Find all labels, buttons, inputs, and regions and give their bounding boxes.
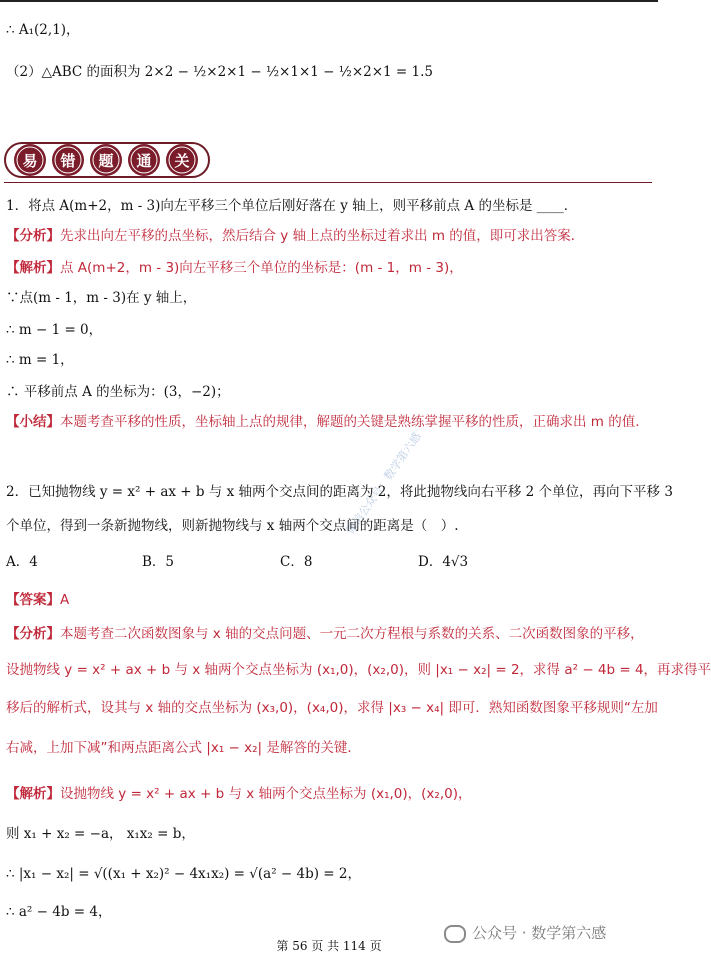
q2-analysis-line: 设抛物线 y = x² + ax + b 与 x 轴两个交点坐标为 (x₁,0)，(x₂,0)，则 |x₁ − x₂| = 2，求得 a² − 4b = 4，再求得平	[6, 662, 711, 678]
q2-step: ∴ a² − 4b = 4，	[6, 904, 112, 920]
q1-stem: 1．将点 A(m+2，m - 3)向左平移三个单位后刚好落在 y 轴上，则平移前点 A 的坐标是 ____．	[6, 198, 578, 214]
q1-analysis	[6, 226, 652, 246]
answer-tag: 【答案】	[6, 592, 60, 608]
banner-char: 易	[22, 152, 38, 170]
banner-char: 错	[60, 152, 76, 170]
q2-stem: 2．已知抛物线 y = x² + ax + b 与 x 轴两个交点间的距离为 2，将此抛物线向右平移 2 个单位，再向下平移 3	[6, 484, 673, 500]
solution-text: 设抛物线 y = x² + ax + b 与 x 轴两个交点坐标为 (x₁,0)，(x₂,0)，	[60, 786, 472, 802]
q2-analysis-line: 右减，上加下减”和两点距离公式 |x₁ − x₂| 是解答的关键．	[6, 740, 361, 756]
option-c: C．8	[280, 554, 313, 570]
q2-step: 则 x₁ + x₂ = −a， x₁x₂ = b，	[6, 826, 195, 842]
analysis-text: 先求出向左平移的点坐标，然后结合 y 轴上点的坐标过着求出 m 的值，即可求出答案．	[60, 228, 585, 244]
analysis-tag: 【分析】	[6, 228, 60, 244]
option-d: D．4√3	[418, 554, 469, 570]
banner-char: 关	[174, 152, 190, 170]
top-rule	[0, 0, 658, 2]
banner-char: 题	[98, 152, 114, 170]
solution-text: 点 A(m+2，m - 3)向左平移三个单位的坐标是：(m - 1，m - 3)，	[60, 260, 463, 276]
summary-text: 本题考查平移的性质，坐标轴上点的规律，解题的关键是熟练掌握平移的性质，正确求出 m 的值.	[60, 414, 640, 430]
banner-rule	[4, 182, 652, 183]
q2-analysis-line: 移后的解析式，设其与 x 轴的交点坐标为 (x₃,0)，(x₄,0)，求得 |x₃ − x₄| 即可．熟知函数图象平移规则“左加	[6, 700, 658, 716]
q2-stem: 个单位，得到一条新抛物线，则新抛物线与 x 轴两个交点间的距离是（ ）.	[6, 518, 459, 534]
option-a: A．4	[6, 554, 38, 570]
page-footer: 第 56 页 共 114 页	[276, 939, 382, 953]
q2-answer	[6, 590, 652, 610]
solution-tag: 【解析】	[6, 260, 60, 276]
wechat-label: 公众号 · 数学第六感	[472, 924, 607, 942]
q1-step: ∴ m − 1 = 0，	[6, 322, 103, 338]
text-line: （2）△ABC 的面积为 2×2 − ½×2×1 − ½×1×1 − ½×2×1 = 1.5	[6, 64, 433, 80]
watermark-text: 微信公众号：数学第六感	[343, 429, 424, 537]
summary-tag: 【小结】	[6, 414, 60, 430]
analysis-text: 本题考查二次函数图象与 x 轴的交点问题、一元二次方程根与系数的关系、二次函数图象的平移，	[60, 626, 644, 642]
banner-char: 通	[136, 152, 152, 170]
section-banner	[4, 140, 210, 180]
q2-analysis	[6, 624, 652, 644]
answer-text: A	[60, 592, 70, 608]
q1-solution	[6, 258, 652, 278]
q2-solution	[6, 784, 652, 804]
solution-tag: 【解析】	[6, 786, 60, 802]
option-b: B．5	[142, 554, 175, 570]
analysis-tag: 【分析】	[6, 626, 60, 642]
q1-step: ∴ 平移前点 A 的坐标为：(3，−2)；	[6, 384, 230, 400]
q2-step: ∴ |x₁ − x₂| = √((x₁ + x₂)² − 4x₁x₂) = √(a² − 4b) = 2，	[6, 866, 361, 882]
text-line: ∴ A₁(2,1)，	[6, 22, 80, 38]
q1-step: ∵点(m - 1，m - 3)在 y 轴上，	[6, 290, 197, 306]
q1-step: ∴ m = 1，	[6, 352, 74, 368]
